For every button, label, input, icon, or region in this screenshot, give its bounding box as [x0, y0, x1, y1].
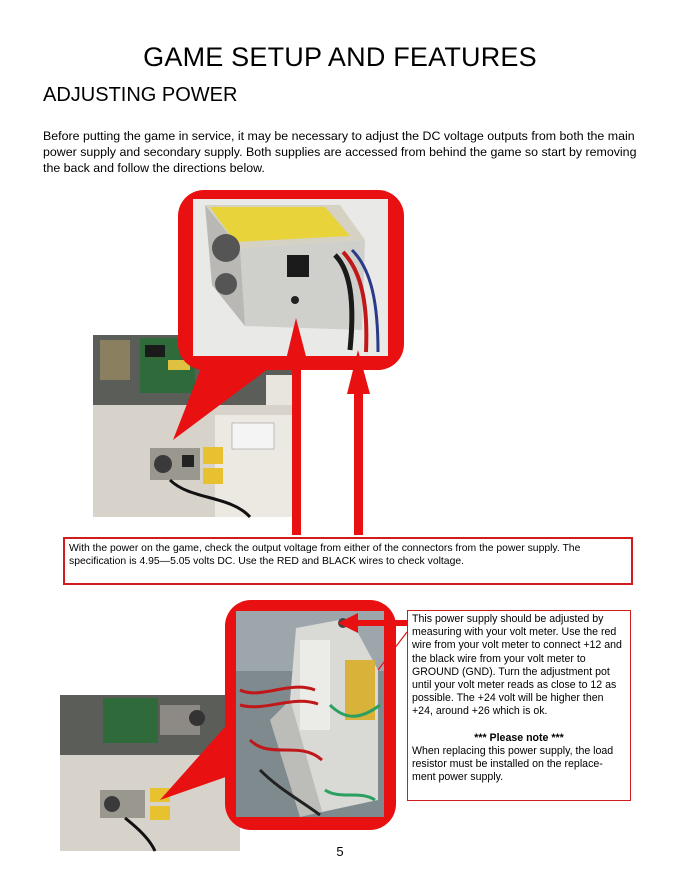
section-heading: ADJUSTING POWER [43, 84, 238, 106]
secondary-supply-callout [407, 610, 631, 801]
please-note-heading: *** Please note *** [474, 731, 564, 744]
please-note-text: When replacing this power supply, the load resistor must be installed on the replace-ment power supply. [412, 744, 614, 784]
intro-paragraph: Before putting the game in service, it may be necessary to adjust the DC voltage outputs from both the main power supply and secondary supply. Both supplies are accessed from behind the game so start by removing the back and follow the directions below. [43, 129, 637, 175]
page-number: 5 [336, 844, 344, 859]
secondary-supply-inset [225, 600, 396, 830]
arrow-right [347, 350, 370, 535]
secondary-supply-callout-text: This power supply should be adjusted by measuring with your volt meter. Use the red wire from your volt meter to connect +12 and the black wire from your volt meter to GROUND (GND). Turn the adjustment pot until your volt meter reads as close to 12 as possible. The +24 volt will be higher then +24, around +26 which is ok. [412, 613, 622, 718]
page-title: GAME SETUP AND FEATURES [143, 42, 537, 72]
main-supply-callout [63, 537, 633, 585]
main-supply-callout-text: With the power on the game, check the output voltage from either of the connectors from the power supply. The specification is 4.95—5.05 volts DC. Use the RED and BLACK wires to check voltage. [69, 543, 581, 568]
